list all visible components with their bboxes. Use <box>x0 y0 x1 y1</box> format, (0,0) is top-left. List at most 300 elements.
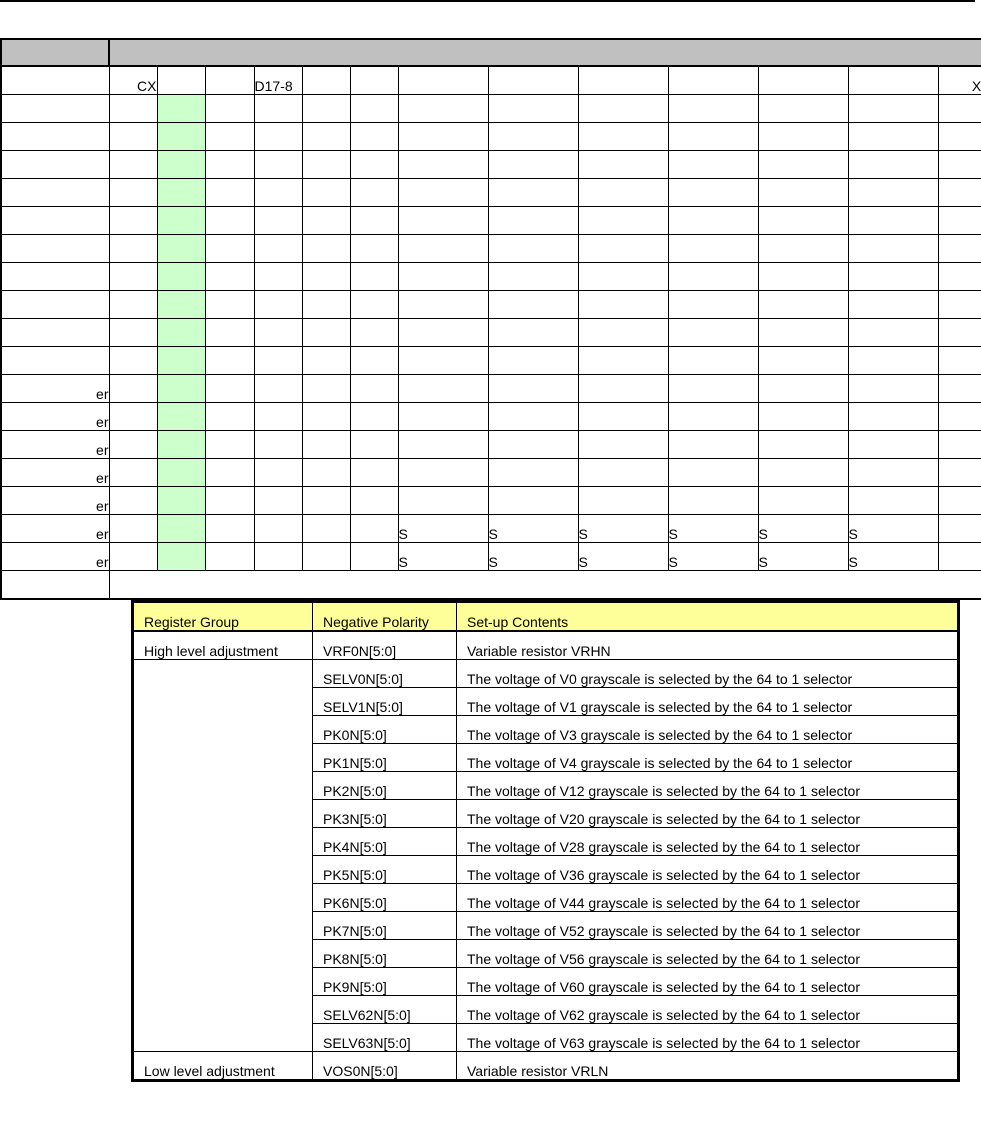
bit-cell <box>350 487 398 515</box>
bit-cell <box>578 95 668 123</box>
bit-cell <box>488 487 578 515</box>
bit-cell <box>938 319 981 347</box>
bit-cell <box>109 347 157 375</box>
register-row <box>1 123 981 151</box>
bit-header-cell <box>302 66 350 95</box>
bit-cell <box>938 375 981 403</box>
setup-contents-cell: The voltage of V56 grayscale is selected by the 64 to 1 selector <box>457 940 959 968</box>
bit-cell <box>578 459 668 487</box>
top-rule <box>0 0 975 2</box>
bit-cell <box>109 543 157 571</box>
bit-cell <box>109 151 157 179</box>
bit-cell <box>938 95 981 123</box>
negative-polarity-cell: SELV1N[5:0] <box>313 688 457 716</box>
bit-header-cell <box>668 66 758 95</box>
bit-cell <box>578 487 668 515</box>
bit-cell <box>205 403 254 431</box>
row-label: er <box>1 487 109 515</box>
bit-cell <box>758 95 848 123</box>
negative-polarity-cell: PK8N[5:0] <box>313 940 457 968</box>
bit-cell: S <box>488 515 578 543</box>
bit-cell <box>109 207 157 235</box>
bit-cell <box>578 291 668 319</box>
bit-cell <box>302 151 350 179</box>
bit-cell: S <box>398 515 488 543</box>
setup-row <box>133 744 959 772</box>
row-label <box>1 291 109 319</box>
register-row <box>1 543 981 571</box>
register-row <box>1 263 981 291</box>
bit-cell <box>578 403 668 431</box>
register-group-cell: Low level adjustment <box>133 1052 313 1081</box>
row-label <box>1 347 109 375</box>
bit-header-row <box>1 66 981 95</box>
bit-cell <box>578 179 668 207</box>
negative-polarity-cell: PK0N[5:0] <box>313 716 457 744</box>
register-table <box>0 38 981 600</box>
bit-cell <box>254 403 302 431</box>
bit-cell <box>398 375 488 403</box>
bit-header-x: X <box>938 66 981 95</box>
bit-cell <box>848 487 938 515</box>
row-label: er <box>1 375 109 403</box>
bit-cell: S <box>398 543 488 571</box>
header-cell-main <box>109 39 981 66</box>
bit-cell <box>488 375 578 403</box>
register-row <box>1 235 981 263</box>
register-group-cell <box>133 912 313 940</box>
bit-cell <box>109 179 157 207</box>
bit-cell <box>205 95 254 123</box>
bit-cell <box>938 487 981 515</box>
bit-cell <box>254 263 302 291</box>
bit-cell <box>254 459 302 487</box>
bit-cell <box>205 375 254 403</box>
bit-cell <box>254 291 302 319</box>
green-column-cell <box>157 403 205 431</box>
row-label: er <box>1 459 109 487</box>
bit-cell <box>668 459 758 487</box>
bit-cell <box>578 235 668 263</box>
negative-polarity-cell: VOS0N[5:0] <box>313 1052 457 1081</box>
register-group-cell <box>133 1024 313 1052</box>
bit-cell <box>254 151 302 179</box>
bit-cell <box>938 207 981 235</box>
green-column-cell <box>157 291 205 319</box>
bit-cell <box>205 459 254 487</box>
row-label <box>1 179 109 207</box>
register-group-cell <box>133 744 313 772</box>
bit-cell <box>398 459 488 487</box>
bit-cell <box>350 263 398 291</box>
bit-cell: S <box>848 543 938 571</box>
setup-contents-cell: The voltage of V3 grayscale is selected by the 64 to 1 selector <box>457 716 959 744</box>
bit-header-cell <box>578 66 668 95</box>
register-row <box>1 515 981 543</box>
bit-cell <box>109 487 157 515</box>
register-group-cell <box>133 660 313 688</box>
green-column-cell <box>157 179 205 207</box>
bit-cell <box>302 459 350 487</box>
bit-cell <box>758 459 848 487</box>
bit-cell <box>398 123 488 151</box>
bit-cell <box>302 515 350 543</box>
row-label <box>1 123 109 151</box>
bit-header-cell <box>205 66 254 95</box>
bit-cell <box>109 263 157 291</box>
bit-cell <box>205 123 254 151</box>
bit-cell <box>758 151 848 179</box>
negative-polarity-cell: PK9N[5:0] <box>313 968 457 996</box>
bit-cell <box>668 207 758 235</box>
setup-row <box>133 772 959 800</box>
bit-cell <box>254 543 302 571</box>
negative-polarity-cell: SELV63N[5:0] <box>313 1024 457 1052</box>
bit-header-label <box>1 66 109 95</box>
bit-cell <box>350 431 398 459</box>
bit-cell <box>938 151 981 179</box>
bit-cell <box>938 403 981 431</box>
bit-cell <box>350 459 398 487</box>
bit-header-cx: CX <box>109 66 157 95</box>
bit-header-cell <box>157 66 205 95</box>
bit-cell <box>668 347 758 375</box>
bit-cell <box>398 291 488 319</box>
bit-cell: S <box>578 543 668 571</box>
bit-cell <box>398 95 488 123</box>
bit-cell <box>938 543 981 571</box>
bit-cell <box>758 207 848 235</box>
bit-cell <box>488 403 578 431</box>
bit-cell <box>350 151 398 179</box>
bit-cell <box>848 403 938 431</box>
bit-cell <box>350 319 398 347</box>
register-group-cell <box>133 968 313 996</box>
bit-cell <box>398 235 488 263</box>
bit-cell <box>350 179 398 207</box>
bit-cell <box>205 347 254 375</box>
header-setup-contents: Set-up Contents <box>457 602 959 632</box>
negative-polarity-cell: SELV62N[5:0] <box>313 996 457 1024</box>
bit-cell <box>938 459 981 487</box>
bit-cell <box>938 123 981 151</box>
register-row <box>1 431 981 459</box>
bit-cell <box>398 431 488 459</box>
bit-cell <box>350 515 398 543</box>
setup-contents-cell: The voltage of V4 grayscale is selected by the 64 to 1 selector <box>457 744 959 772</box>
bit-cell <box>205 207 254 235</box>
bit-cell <box>302 291 350 319</box>
setup-row <box>133 800 959 828</box>
bit-cell <box>254 235 302 263</box>
bit-cell: S <box>488 543 578 571</box>
bit-cell <box>109 403 157 431</box>
setup-row <box>133 884 959 912</box>
setup-contents-cell: Variable resistor VRLN <box>457 1052 959 1081</box>
bit-cell <box>848 95 938 123</box>
register-row <box>1 403 981 431</box>
green-column-cell <box>157 263 205 291</box>
green-column-cell <box>157 459 205 487</box>
header-cell-left <box>1 39 109 66</box>
bit-cell: S <box>758 515 848 543</box>
register-row <box>1 291 981 319</box>
bit-cell <box>205 235 254 263</box>
row-label <box>1 235 109 263</box>
bit-cell <box>848 235 938 263</box>
bit-cell <box>350 403 398 431</box>
negative-polarity-cell: PK6N[5:0] <box>313 884 457 912</box>
row-label <box>1 263 109 291</box>
bit-cell <box>254 179 302 207</box>
negative-polarity-cell: PK5N[5:0] <box>313 856 457 884</box>
bit-header-cell <box>758 66 848 95</box>
setup-contents-cell: The voltage of V1 grayscale is selected by the 64 to 1 selector <box>457 688 959 716</box>
bit-cell <box>758 291 848 319</box>
bit-cell <box>254 95 302 123</box>
setup-contents-table <box>131 600 960 1082</box>
register-row <box>1 347 981 375</box>
setup-row <box>133 631 959 660</box>
bit-cell <box>938 431 981 459</box>
bit-cell <box>848 459 938 487</box>
bit-cell <box>254 431 302 459</box>
green-column-cell <box>157 487 205 515</box>
setup-contents-cell: The voltage of V0 grayscale is selected by the 64 to 1 selector <box>457 660 959 688</box>
bit-cell: S <box>758 543 848 571</box>
register-group-cell <box>133 800 313 828</box>
bit-cell <box>398 207 488 235</box>
negative-polarity-cell: PK2N[5:0] <box>313 772 457 800</box>
bit-cell <box>758 431 848 459</box>
bit-header-cell <box>848 66 938 95</box>
bit-cell <box>205 515 254 543</box>
bit-header-d17-8: D17-8 <box>254 66 302 95</box>
register-row <box>1 319 981 347</box>
row-label <box>1 319 109 347</box>
bit-cell <box>350 347 398 375</box>
register-row <box>1 459 981 487</box>
setup-contents-cell: The voltage of V28 grayscale is selected by the 64 to 1 selector <box>457 828 959 856</box>
bit-cell <box>668 235 758 263</box>
bit-cell <box>668 123 758 151</box>
green-column-cell <box>157 375 205 403</box>
bit-cell <box>488 123 578 151</box>
bit-cell <box>668 403 758 431</box>
row-label <box>1 151 109 179</box>
bit-cell <box>205 263 254 291</box>
register-group-cell <box>133 772 313 800</box>
bit-cell <box>668 431 758 459</box>
bit-cell <box>254 319 302 347</box>
bit-cell <box>578 431 668 459</box>
bit-cell <box>578 347 668 375</box>
bit-cell <box>205 179 254 207</box>
setup-row <box>133 856 959 884</box>
bit-cell <box>302 263 350 291</box>
negative-polarity-cell: PK3N[5:0] <box>313 800 457 828</box>
bit-cell <box>488 207 578 235</box>
bit-cell <box>398 151 488 179</box>
setup-contents-cell: The voltage of V12 grayscale is selected by the 64 to 1 selector <box>457 772 959 800</box>
register-group-cell <box>133 828 313 856</box>
bit-cell: S <box>668 515 758 543</box>
green-column-cell <box>157 515 205 543</box>
setup-row <box>133 968 959 996</box>
bit-cell <box>848 151 938 179</box>
bit-cell <box>205 543 254 571</box>
setup-contents-cell: The voltage of V60 grayscale is selected by the 64 to 1 selector <box>457 968 959 996</box>
bit-cell <box>205 151 254 179</box>
register-row <box>1 151 981 179</box>
bit-cell <box>578 375 668 403</box>
register-group-cell <box>133 996 313 1024</box>
bit-cell <box>350 95 398 123</box>
register-row <box>1 95 981 123</box>
bit-header-cell <box>398 66 488 95</box>
bit-cell <box>398 487 488 515</box>
bit-cell <box>668 319 758 347</box>
setup-contents-cell: The voltage of V36 grayscale is selected by the 64 to 1 selector <box>457 856 959 884</box>
green-column-cell <box>157 95 205 123</box>
register-group-cell <box>133 884 313 912</box>
bit-cell <box>938 515 981 543</box>
bit-cell <box>758 319 848 347</box>
bit-cell: S <box>668 543 758 571</box>
bit-cell <box>488 235 578 263</box>
bit-cell <box>488 319 578 347</box>
bit-cell <box>938 235 981 263</box>
bit-cell: S <box>848 515 938 543</box>
negative-polarity-cell: PK1N[5:0] <box>313 744 457 772</box>
setup-contents-cell: The voltage of V44 grayscale is selected by the 64 to 1 selector <box>457 884 959 912</box>
bit-cell <box>848 263 938 291</box>
bit-cell <box>488 347 578 375</box>
bit-cell <box>758 403 848 431</box>
register-row <box>1 207 981 235</box>
bit-cell <box>350 375 398 403</box>
bit-cell <box>848 207 938 235</box>
description-label-cell <box>1 571 109 600</box>
bit-cell <box>302 487 350 515</box>
row-label <box>1 95 109 123</box>
bit-cell <box>668 151 758 179</box>
register-row <box>1 487 981 515</box>
bit-cell <box>578 151 668 179</box>
bit-cell <box>848 123 938 151</box>
bit-cell <box>578 207 668 235</box>
setup-row <box>133 912 959 940</box>
description-row <box>1 571 981 600</box>
register-group-cell <box>133 856 313 884</box>
bit-cell <box>398 179 488 207</box>
bit-cell <box>758 179 848 207</box>
bit-cell <box>205 319 254 347</box>
bit-cell <box>938 179 981 207</box>
bit-cell <box>302 123 350 151</box>
bit-cell <box>848 179 938 207</box>
bit-cell <box>302 235 350 263</box>
bit-cell <box>758 263 848 291</box>
green-column-cell <box>157 543 205 571</box>
row-label: er <box>1 403 109 431</box>
register-group-cell <box>133 716 313 744</box>
bit-cell <box>578 123 668 151</box>
bit-cell <box>488 179 578 207</box>
green-column-cell <box>157 123 205 151</box>
bit-cell <box>758 235 848 263</box>
bit-cell <box>350 543 398 571</box>
bit-cell <box>848 319 938 347</box>
green-column-cell <box>157 235 205 263</box>
bit-cell <box>668 487 758 515</box>
negative-polarity-cell: SELV0N[5:0] <box>313 660 457 688</box>
register-group-cell: High level adjustment <box>133 631 313 660</box>
setup-contents-cell: Variable resistor VRHN <box>457 631 959 660</box>
row-label: er <box>1 543 109 571</box>
bit-cell <box>109 235 157 263</box>
bit-cell <box>398 263 488 291</box>
bit-cell <box>488 151 578 179</box>
bit-cell <box>758 487 848 515</box>
header-register-group: Register Group <box>133 602 313 632</box>
bit-cell <box>254 347 302 375</box>
bit-cell <box>848 291 938 319</box>
green-column-cell <box>157 207 205 235</box>
bit-cell <box>302 347 350 375</box>
bit-header-cell <box>350 66 398 95</box>
bit-cell <box>254 487 302 515</box>
bit-cell <box>109 319 157 347</box>
setup-contents-cell: The voltage of V20 grayscale is selected by the 64 to 1 selector <box>457 800 959 828</box>
setup-row <box>133 688 959 716</box>
bit-cell <box>302 179 350 207</box>
bit-cell <box>205 291 254 319</box>
register-row <box>1 179 981 207</box>
header-negative-polarity: Negative Polarity <box>313 602 457 632</box>
bit-cell <box>758 347 848 375</box>
setup-row <box>133 660 959 688</box>
bit-cell <box>302 431 350 459</box>
bit-cell <box>398 403 488 431</box>
bit-cell <box>668 263 758 291</box>
bit-cell <box>938 263 981 291</box>
bit-cell <box>109 375 157 403</box>
bit-cell <box>302 207 350 235</box>
bit-cell <box>758 375 848 403</box>
green-column-cell <box>157 319 205 347</box>
green-column-cell <box>157 151 205 179</box>
bit-cell: S <box>578 515 668 543</box>
setup-row <box>133 940 959 968</box>
bit-cell <box>668 291 758 319</box>
bit-cell <box>109 123 157 151</box>
bit-cell <box>109 95 157 123</box>
bit-cell <box>254 207 302 235</box>
bit-cell <box>109 431 157 459</box>
setup-contents-cell: The voltage of V63 grayscale is selected by the 64 to 1 selector <box>457 1024 959 1052</box>
row-label <box>1 207 109 235</box>
bit-cell <box>848 375 938 403</box>
bit-cell <box>350 123 398 151</box>
register-group-cell <box>133 688 313 716</box>
bit-cell <box>398 319 488 347</box>
setup-table-header <box>133 602 959 632</box>
bit-cell <box>848 431 938 459</box>
negative-polarity-cell: VRF0N[5:0] <box>313 631 457 660</box>
bit-cell <box>254 515 302 543</box>
bit-cell <box>848 347 938 375</box>
